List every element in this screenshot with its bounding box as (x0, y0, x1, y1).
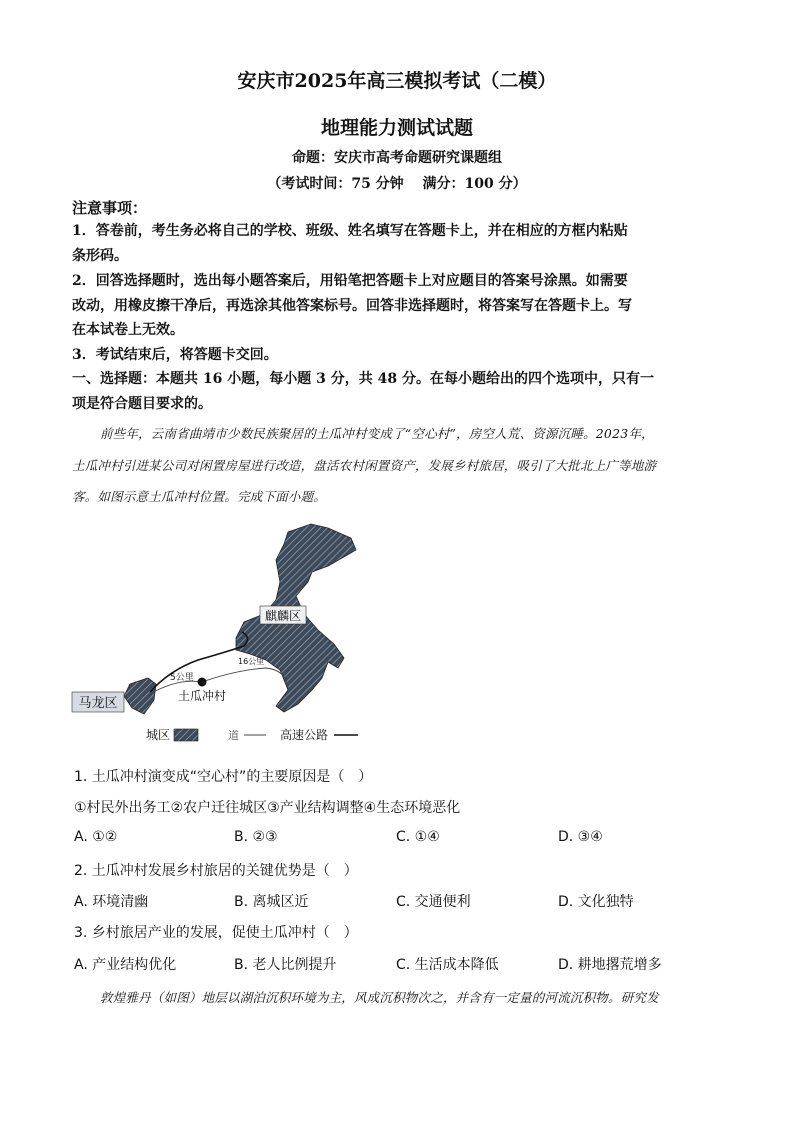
distance-16km: 16公里 (238, 657, 265, 666)
note-1-line-1: 1．答卷前，考生务必将自己的学校、班级、姓名填写在答题卡上，并在相应的方框内粘贴 (72, 223, 628, 239)
note-2-line-2: 改动，用橡皮擦干净后，再选涂其他答案标号。回答非选择题时，将答案写在答题卡上。写 (72, 298, 632, 314)
question-3-stem: 3. 乡村旅居产业的发展，促使土瓜冲村（ ） (74, 925, 358, 941)
village-location-map (66, 520, 366, 750)
passage-1-line-1: 前些年，云南省曲靖市少数民族聚居的土瓜冲村变成了“空心村”，房空人荒、资源沉睡。2023年， (100, 426, 654, 441)
question-3-option-b: B. 老人比例提升 (234, 957, 337, 973)
malong-label: 马龙区 (78, 696, 118, 711)
passage-2-line-1: 敦煌雅丹（如图）地层以湖泊沉积环境为主，风成沉积物次之，并含有一定量的河流沉积物。研究发 (100, 990, 659, 1005)
page-subtitle: 地理能力测试试题 (320, 117, 473, 139)
question-2-option-b: B. 离城区近 (234, 894, 309, 910)
question-1-option-d: D. ③④ (558, 829, 603, 845)
legend-city-swatch (174, 729, 198, 741)
village-label: 土瓜冲村 (178, 689, 227, 703)
village-marker-icon (198, 678, 207, 687)
note-3: 3．考试结束后，将答题卡交回。 (72, 347, 278, 363)
note-1-line-2: 条形码。 (72, 248, 128, 264)
exam-info: （考试时间：75 分钟 满分：100 分） (267, 176, 527, 192)
author-line: 命题：安庆市高考命题研究课题组 (292, 150, 502, 166)
legend-road-label: 道 (228, 729, 239, 742)
passage-1-line-3: 客。如图示意土瓜冲村位置。完成下面小题。 (72, 489, 327, 504)
question-1-statements: ①村民外出务工②农户迁往城区③产业结构调整④生态环境恶化 (74, 800, 461, 816)
distance-5km: 5公里 (170, 673, 194, 683)
question-2-stem: 2. 土瓜冲村发展乡村旅居的关键优势是（ ） (74, 863, 358, 879)
malong-district-area (124, 678, 156, 714)
legend-city-label: 城区 (146, 728, 171, 742)
qilin-label: 麒麟区 (264, 609, 302, 623)
section-1-line-2: 项是符合题目要求的。 (72, 396, 212, 412)
legend-highway-label: 高速公路 (280, 728, 329, 742)
note-2-line-1: 2．回答选择题时，选出每小题答案后，用铅笔把答题卡上对应题目的答案号涂黑。如需要 (72, 273, 628, 289)
page-title: 安庆市2025年高三模拟考试（二模） (237, 70, 557, 92)
question-3-option-c: C. 生活成本降低 (396, 957, 499, 973)
question-3-option-a: A. 产业结构优化 (74, 957, 177, 973)
passage-1-line-2: 土瓜冲村引进某公司对闲置房屋进行改造，盘活农村闲置资产，发展乡村旅居，吸引了大批北上广等地游 (72, 458, 657, 473)
question-2-option-d: D. 文化独特 (558, 894, 634, 910)
question-2-option-a: A. 环境清幽 (74, 894, 149, 910)
question-1-option-a: A. ①② (74, 829, 118, 845)
section-1-line-1: 一、选择题：本题共 16 小题，每小题 3 分，共 48 分。在每小题给出的四个选项中，只有一 (72, 371, 654, 387)
question-1-stem: 1. 土瓜冲村演变成“空心村”的主要原因是（ ） (74, 769, 373, 785)
question-1-option-c: C. ①④ (396, 829, 440, 845)
question-1-option-b: B. ②③ (234, 829, 278, 845)
question-2-option-c: C. 交通便利 (396, 894, 471, 910)
question-3-option-d: D. 耕地撂荒增多 (558, 957, 662, 973)
note-2-line-3: 在本试卷上无效。 (72, 322, 184, 338)
notes-heading: 注意事项： (72, 199, 148, 217)
